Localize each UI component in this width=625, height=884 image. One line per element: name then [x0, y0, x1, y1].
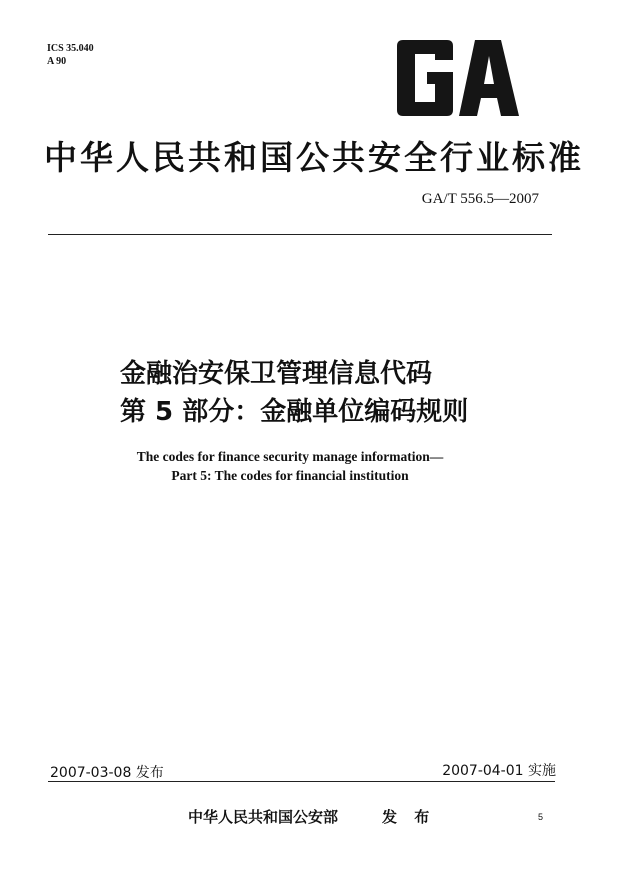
english-title-line-2: Part 5: The codes for financial institution: [171, 468, 409, 483]
english-title-line-1: The codes for finance security manage information—: [136, 449, 444, 464]
publish-label: 发 布: [382, 808, 436, 826]
chinese-title-line-2: 第 5 部分：金融单位编码规则: [120, 397, 469, 427]
ga-logo: [395, 40, 520, 116]
page-number: 5: [538, 812, 544, 822]
issue-date: 2007-03-08 发布: [50, 765, 164, 781]
header-divider: [48, 234, 552, 235]
standard-number: GA/T 556.5—2007: [421, 191, 539, 207]
chinese-title: [120, 355, 468, 431]
category-code: A 90: [47, 56, 67, 67]
english-title: [0, 447, 580, 485]
standard-category-title: 中华人民共和国公共安全行业标准: [44, 138, 584, 177]
classification-codes: [47, 42, 94, 68]
publisher: 中华人民共和国公安部: [188, 808, 339, 826]
implementation-date: 2007-04-01 实施: [442, 763, 556, 779]
footer-divider: [48, 781, 555, 782]
ics-code: ICS 35.040: [47, 43, 94, 54]
chinese-title-line-1: 金融治安保卫管理信息代码: [120, 359, 433, 389]
